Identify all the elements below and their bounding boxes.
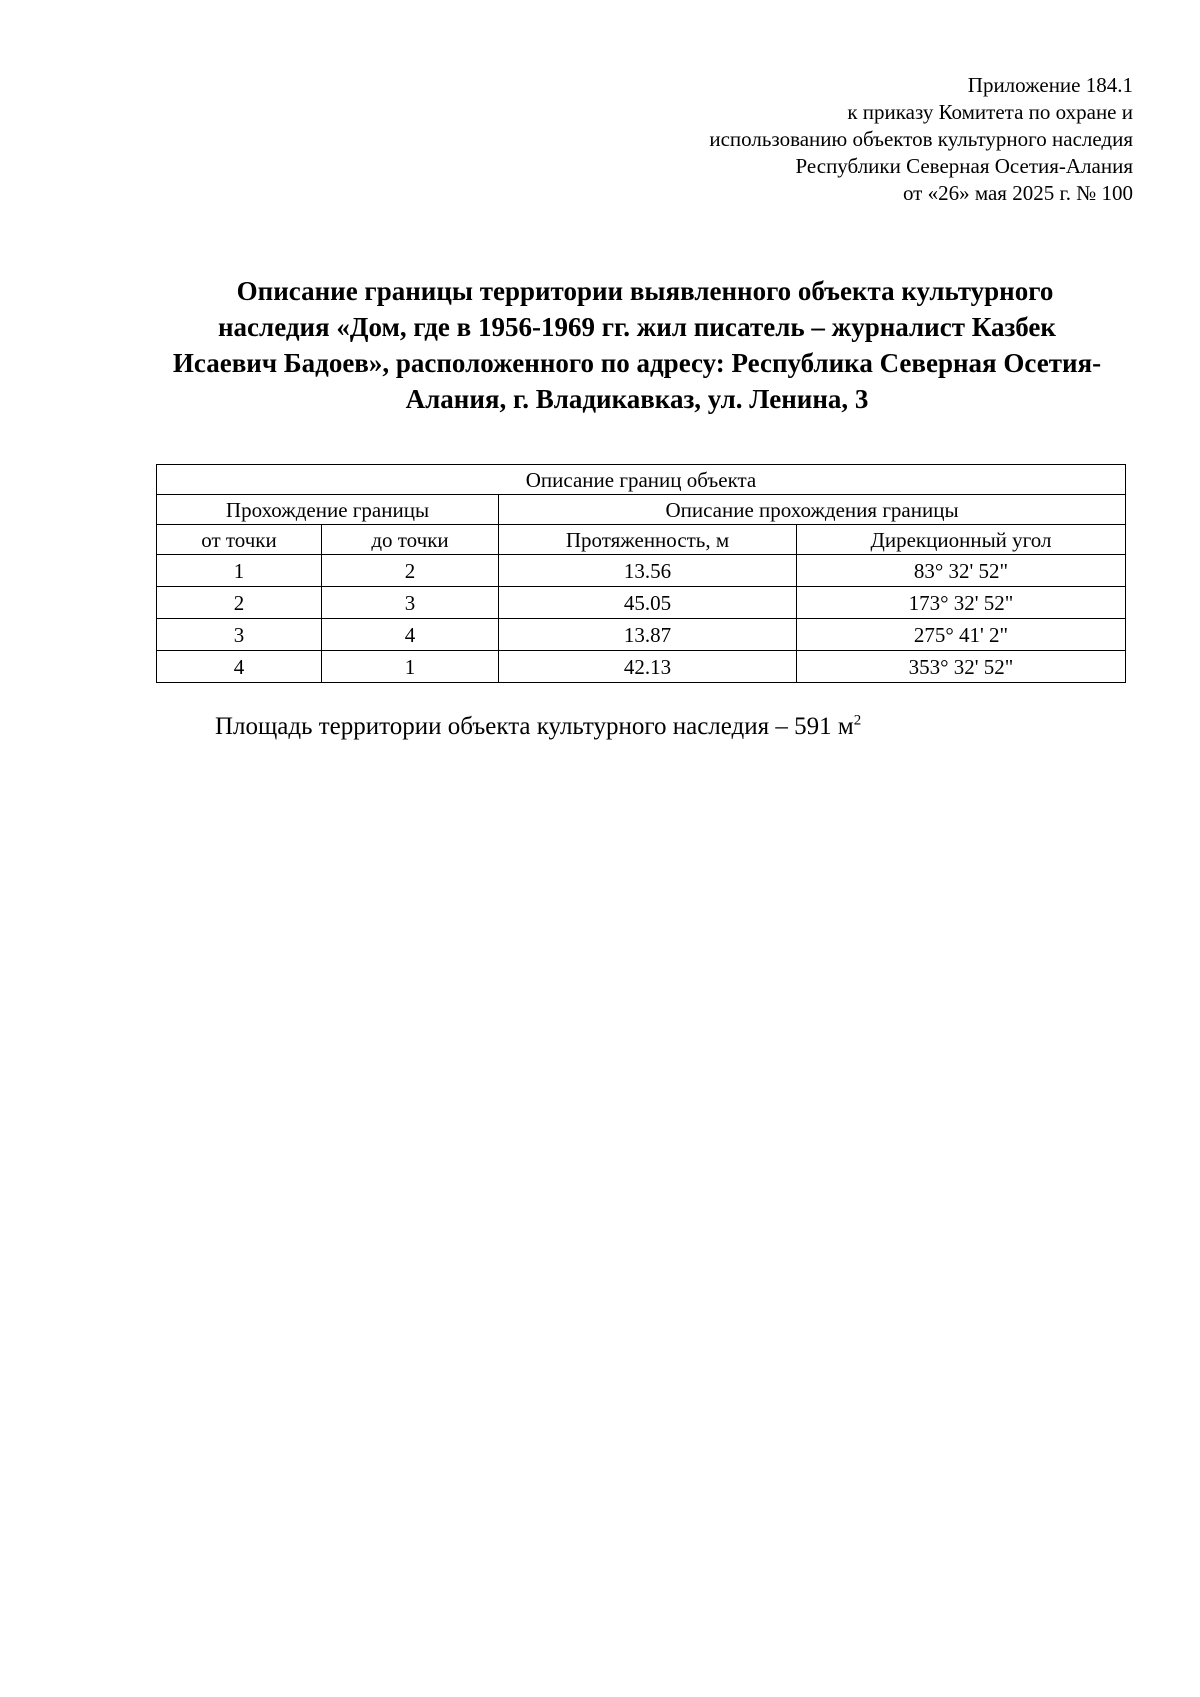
cell-to-point: 1 <box>322 651 499 683</box>
document-title <box>140 273 1134 417</box>
cell-from-point: 4 <box>157 651 322 683</box>
column-header-direction-angle: Дирекционный угол <box>797 525 1126 555</box>
order-date: от «26» мая 2025 г. № 100 <box>902 181 1133 205</box>
table-row <box>157 651 1126 683</box>
cell-from-point: 2 <box>157 587 322 619</box>
committee-name: использованию объектов культурного наследия <box>709 127 1133 151</box>
column-header-from-point: от точки <box>157 525 322 555</box>
cell-length: 45.05 <box>499 587 797 619</box>
cell-direction-angle: 83° 32' 52" <box>797 555 1126 587</box>
cell-length: 42.13 <box>499 651 797 683</box>
table-group-header-row <box>157 495 1126 525</box>
cell-from-point: 1 <box>157 555 322 587</box>
republic-name: Республики Северная Осетия-Алания <box>795 154 1133 178</box>
cell-direction-angle: 173° 32' 52" <box>797 587 1126 619</box>
cell-direction-angle: 275° 41' 2" <box>797 619 1126 651</box>
area-text: Площадь территории объекта культурного наследия – 591 м <box>215 713 854 740</box>
title-line: Описание границы территории выявленного объекта культурного <box>236 276 1054 306</box>
cell-direction-angle: 353° 32' 52" <box>797 651 1126 683</box>
territory-area <box>215 713 861 741</box>
title-line: Исаевич Бадоев», расположенного по адресу: Республика Северная Осетия- <box>172 348 1102 378</box>
group-header-description: Описание прохождения границы <box>499 495 1126 525</box>
cell-length: 13.56 <box>499 555 797 587</box>
cell-to-point: 4 <box>322 619 499 651</box>
table-caption-row <box>157 465 1126 495</box>
column-header-length: Протяженность, м <box>499 525 797 555</box>
group-header-passage: Прохождение границы <box>157 495 499 525</box>
cell-to-point: 3 <box>322 587 499 619</box>
table-column-header-row <box>157 525 1126 555</box>
cell-to-point: 2 <box>322 555 499 587</box>
appendix-number: Приложение 184.1 <box>967 73 1133 97</box>
title-line: наследия «Дом, где в 1956-1969 гг. жил писатель – журналист Казбек <box>218 312 1056 342</box>
table-caption: Описание границ объекта <box>157 465 1126 495</box>
appendix-header <box>433 72 1133 207</box>
table-row <box>157 619 1126 651</box>
column-header-to-point: до точки <box>322 525 499 555</box>
table-row <box>157 555 1126 587</box>
title-line: Алания, г. Владикавказ, ул. Ленина, 3 <box>405 384 869 414</box>
table-row <box>157 587 1126 619</box>
boundary-table <box>156 464 1126 683</box>
cell-from-point: 3 <box>157 619 322 651</box>
area-unit-exponent: 2 <box>853 712 862 729</box>
cell-length: 13.87 <box>499 619 797 651</box>
order-reference: к приказу Комитета по охране и <box>847 100 1133 124</box>
